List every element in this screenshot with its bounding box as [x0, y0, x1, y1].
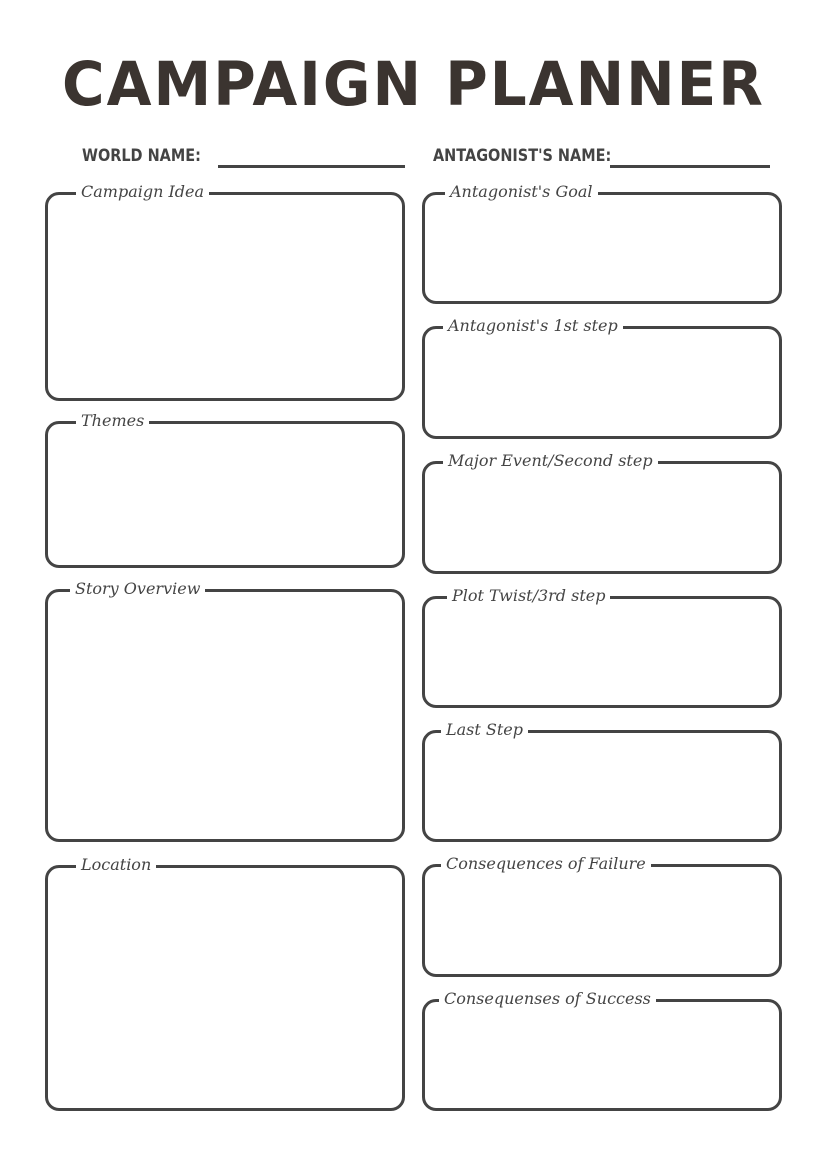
section-label: Campaign Idea: [76, 182, 209, 202]
antagonist-name-label: ANTAGONIST'S NAME:: [433, 146, 612, 166]
section-label: Consequences of Failure: [441, 854, 651, 874]
section-label: Story Overview: [70, 579, 205, 599]
plot-twist-box[interactable]: [422, 586, 782, 708]
section-label: Consequenses of Success: [439, 989, 656, 1009]
section-label: Themes: [76, 411, 149, 431]
section-label: Antagonist's 1st step: [443, 316, 623, 336]
section-label: Last Step: [441, 720, 528, 740]
story-overview-box[interactable]: [45, 579, 405, 842]
section-label: Plot Twist/3rd step: [447, 586, 610, 606]
themes-box[interactable]: [45, 411, 405, 568]
location-box[interactable]: [45, 855, 405, 1111]
antagonist-name-field[interactable]: [610, 165, 770, 168]
page-title: CAMPAIGN PLANNER: [62, 48, 765, 120]
section-label: Major Event/Second step: [443, 451, 658, 471]
world-name-label: WORLD NAME:: [82, 146, 201, 166]
consequences-failure-box[interactable]: [422, 854, 782, 977]
consequences-success-box[interactable]: [422, 989, 782, 1111]
campaign-idea-box[interactable]: [45, 182, 405, 401]
section-label: Antagonist's Goal: [445, 182, 598, 202]
major-event-box[interactable]: [422, 451, 782, 574]
world-name-field[interactable]: [218, 165, 405, 168]
last-step-box[interactable]: [422, 720, 782, 842]
antagonist-goal-box[interactable]: [422, 182, 782, 304]
antagonist-first-step-box[interactable]: [422, 316, 782, 439]
section-label: Location: [76, 855, 156, 875]
